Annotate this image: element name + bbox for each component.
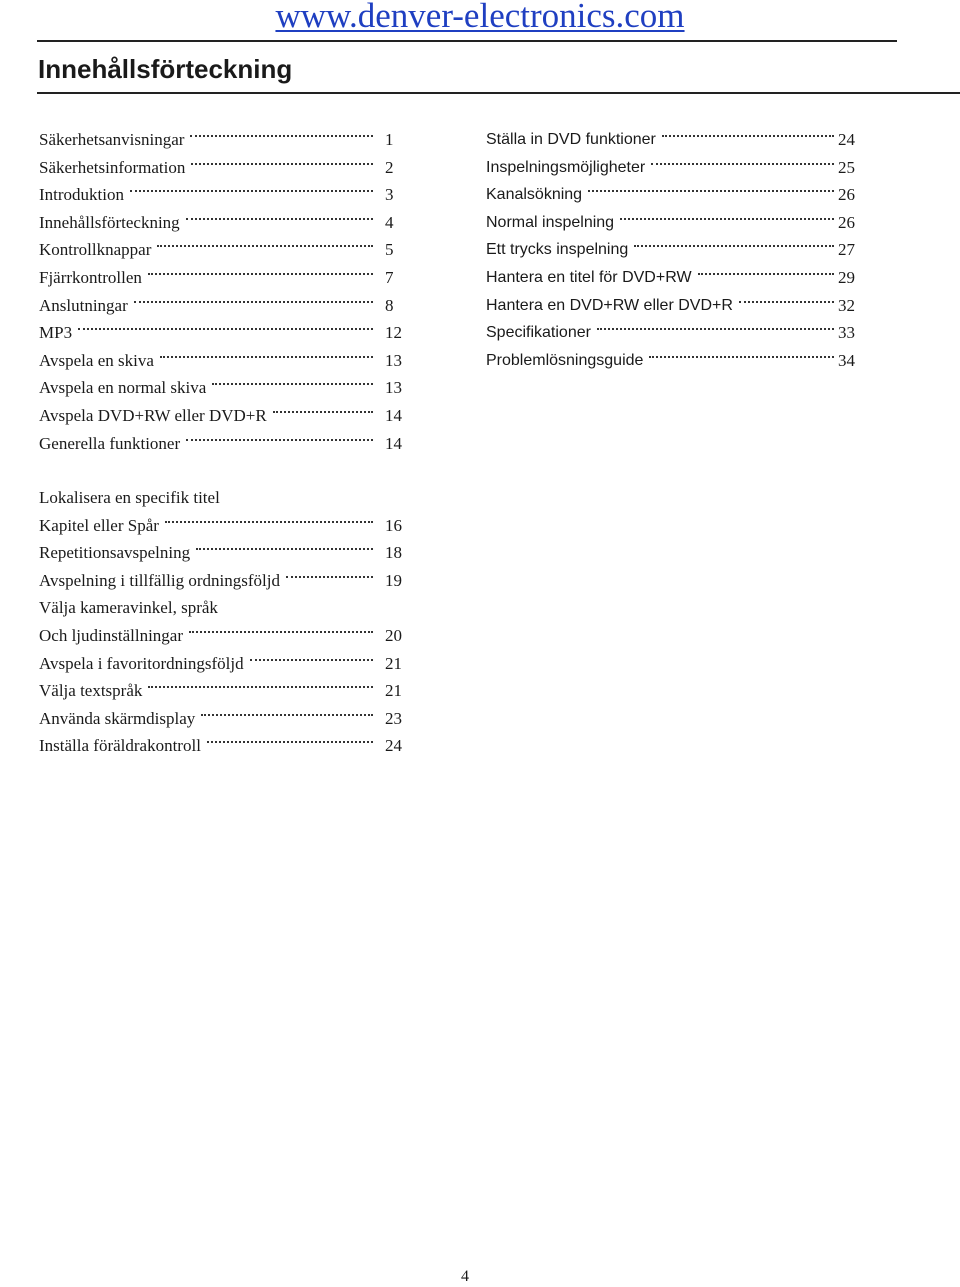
toc-entry xyxy=(39,707,409,735)
leader-dots xyxy=(160,356,373,358)
leader-dots xyxy=(148,686,373,688)
toc-entry-label: Kontrollknappar xyxy=(39,240,152,260)
leader-dots xyxy=(698,273,834,275)
toc-entry-label: Välja kameravinkel, språk xyxy=(39,598,218,618)
toc-entry-label: Normal inspelning xyxy=(486,212,616,234)
toc-entry xyxy=(39,238,409,266)
toc-entry-page: 13 xyxy=(385,378,402,398)
toc-entry-page: 2 xyxy=(385,157,394,177)
toc-entry xyxy=(39,294,409,322)
leader-dots xyxy=(634,245,834,247)
leader-dots xyxy=(620,218,834,220)
toc-entry xyxy=(39,321,409,349)
toc-entry-label: Generella funktioner xyxy=(39,433,181,453)
toc-entry-page: 21 xyxy=(385,681,402,701)
toc-entry xyxy=(39,569,409,597)
toc-entry-label: Och ljudinställningar xyxy=(39,625,184,645)
toc-entry-page: 27 xyxy=(838,240,855,260)
toc-entry xyxy=(39,432,409,460)
toc-entry-page: 14 xyxy=(385,405,402,425)
toc-entry-page: 8 xyxy=(385,295,394,315)
toc-entry xyxy=(39,596,409,624)
page-number: 4 xyxy=(461,1268,469,1285)
leader-dots xyxy=(662,135,834,137)
leader-dots xyxy=(739,301,834,303)
toc-entry xyxy=(486,349,858,377)
leader-dots xyxy=(186,439,373,441)
toc-entry-page: 33 xyxy=(838,323,855,343)
toc-entry-page: 20 xyxy=(385,625,402,645)
toc-entry-page: 32 xyxy=(838,295,855,315)
toc-entry-page: 14 xyxy=(385,433,402,453)
toc-entry-label: Introduktion xyxy=(39,185,124,205)
toc-right-column xyxy=(486,128,858,376)
toc-entry-page: 23 xyxy=(385,708,402,728)
toc-entry xyxy=(486,128,858,156)
toc-entry-page: 16 xyxy=(385,515,402,535)
toc-entry-label: Hantera en titel för DVD+RW xyxy=(486,267,694,289)
leader-dots xyxy=(191,163,373,165)
toc-entry xyxy=(39,541,409,569)
toc-entry xyxy=(39,156,409,184)
toc-entry-label: Anslutningar xyxy=(39,295,128,315)
leader-dots xyxy=(130,190,373,192)
toc-entry-page: 25 xyxy=(838,157,855,177)
toc-lower-column xyxy=(39,486,409,762)
toc-entry xyxy=(486,183,858,211)
toc-entry-page: 7 xyxy=(385,267,394,287)
toc-entry xyxy=(39,128,409,156)
toc-entry xyxy=(39,376,409,404)
toc-entry-label: Repetitionsavspelning xyxy=(39,543,191,563)
toc-entry xyxy=(39,624,409,652)
leader-dots xyxy=(196,548,373,550)
toc-entry-label: Kapitel eller Spår xyxy=(39,515,159,535)
toc-entry xyxy=(486,266,858,294)
toc-entry-page: 12 xyxy=(385,323,402,343)
leader-dots xyxy=(78,328,373,330)
toc-entry xyxy=(39,211,409,239)
toc-entry xyxy=(39,349,409,377)
toc-entry-page: 18 xyxy=(385,543,402,563)
toc-entry-page: 29 xyxy=(838,267,855,287)
leader-dots xyxy=(148,273,373,275)
website-link[interactable]: www.denver-electronics.com xyxy=(275,0,685,35)
toc-entry xyxy=(39,652,409,680)
toc-entry-label: Säkerhetsanvisningar xyxy=(39,130,185,149)
toc-entry xyxy=(486,294,858,322)
leader-dots xyxy=(207,741,373,743)
leader-dots xyxy=(165,521,373,523)
toc-entry-label: Specifikationer xyxy=(486,322,593,344)
leader-dots xyxy=(597,328,834,330)
leader-dots xyxy=(212,383,373,385)
toc-entry-label: Avspela i favoritordningsföljd xyxy=(39,653,244,673)
toc-entry xyxy=(39,734,409,762)
toc-entry-label: Inställa föräldrakontroll xyxy=(39,736,201,756)
toc-entry-page: 24 xyxy=(838,130,855,149)
toc-entry-label: MP3 xyxy=(39,323,73,343)
toc-entry-label: Använda skärmdisplay xyxy=(39,708,196,728)
toc-entry xyxy=(39,183,409,211)
page-title: Innehållsförteckning xyxy=(38,54,293,84)
toc-entry-page: 19 xyxy=(385,570,402,590)
toc-entry-label: Problemlösningsguide xyxy=(486,350,645,372)
toc-entry-label: Ställa in DVD funktioner xyxy=(486,129,658,151)
toc-entry xyxy=(486,321,858,349)
toc-entry-label: Avspelning i tillfällig ordningsföljd xyxy=(39,570,280,590)
header-rule xyxy=(37,40,897,42)
toc-entry xyxy=(39,514,409,542)
toc-entry-label: Hantera en DVD+RW eller DVD+R xyxy=(486,295,735,317)
toc-entry xyxy=(39,404,409,432)
toc-entry xyxy=(486,211,858,239)
leader-dots xyxy=(286,576,373,578)
toc-entry-page: 26 xyxy=(838,185,855,205)
toc-entry-label: Inspelningsmöjligheter xyxy=(486,157,647,179)
toc-entry-page: 3 xyxy=(385,185,394,205)
toc-entry-page: 21 xyxy=(385,653,402,673)
toc-entry-label: Avspela en normal skiva xyxy=(39,378,207,398)
toc-entry-label: Avspela en skiva xyxy=(39,350,154,370)
leader-dots xyxy=(186,218,373,220)
toc-entry-label: Kanalsökning xyxy=(486,184,584,206)
leader-dots xyxy=(273,411,373,413)
leader-dots xyxy=(651,163,834,165)
leader-dots xyxy=(190,135,373,137)
toc-entry-page: 5 xyxy=(385,240,394,260)
toc-entry-page: 13 xyxy=(385,350,402,370)
toc-entry-label: Avspela DVD+RW eller DVD+R xyxy=(39,405,267,425)
toc-entry xyxy=(486,156,858,184)
leader-dots xyxy=(134,301,373,303)
toc-entry xyxy=(39,486,409,514)
toc-entry-label: Välja textspråk xyxy=(39,681,143,701)
title-rule xyxy=(37,92,960,94)
leader-dots xyxy=(588,190,834,192)
toc-entry-page: 1 xyxy=(385,130,394,149)
toc-entry-label: Ett trycks inspelning xyxy=(486,239,630,261)
toc-entry xyxy=(39,679,409,707)
leader-dots xyxy=(201,714,373,716)
toc-entry xyxy=(39,266,409,294)
leader-dots xyxy=(250,659,373,661)
toc-entry-page: 24 xyxy=(385,736,402,756)
toc-entry-label: Säkerhetsinformation xyxy=(39,157,186,177)
leader-dots xyxy=(189,631,373,633)
toc-entry-page: 26 xyxy=(838,212,855,232)
toc-entry xyxy=(486,238,858,266)
toc-entry-page: 34 xyxy=(838,350,855,370)
toc-left-column xyxy=(39,128,409,459)
toc-entry-label: Fjärrkontrollen xyxy=(39,267,142,287)
toc-entry-page: 4 xyxy=(385,212,394,232)
toc-entry-label: Lokalisera en specifik titel xyxy=(39,488,220,507)
toc-entry-label: Innehållsförteckning xyxy=(39,212,180,232)
leader-dots xyxy=(649,356,834,358)
leader-dots xyxy=(157,245,373,247)
